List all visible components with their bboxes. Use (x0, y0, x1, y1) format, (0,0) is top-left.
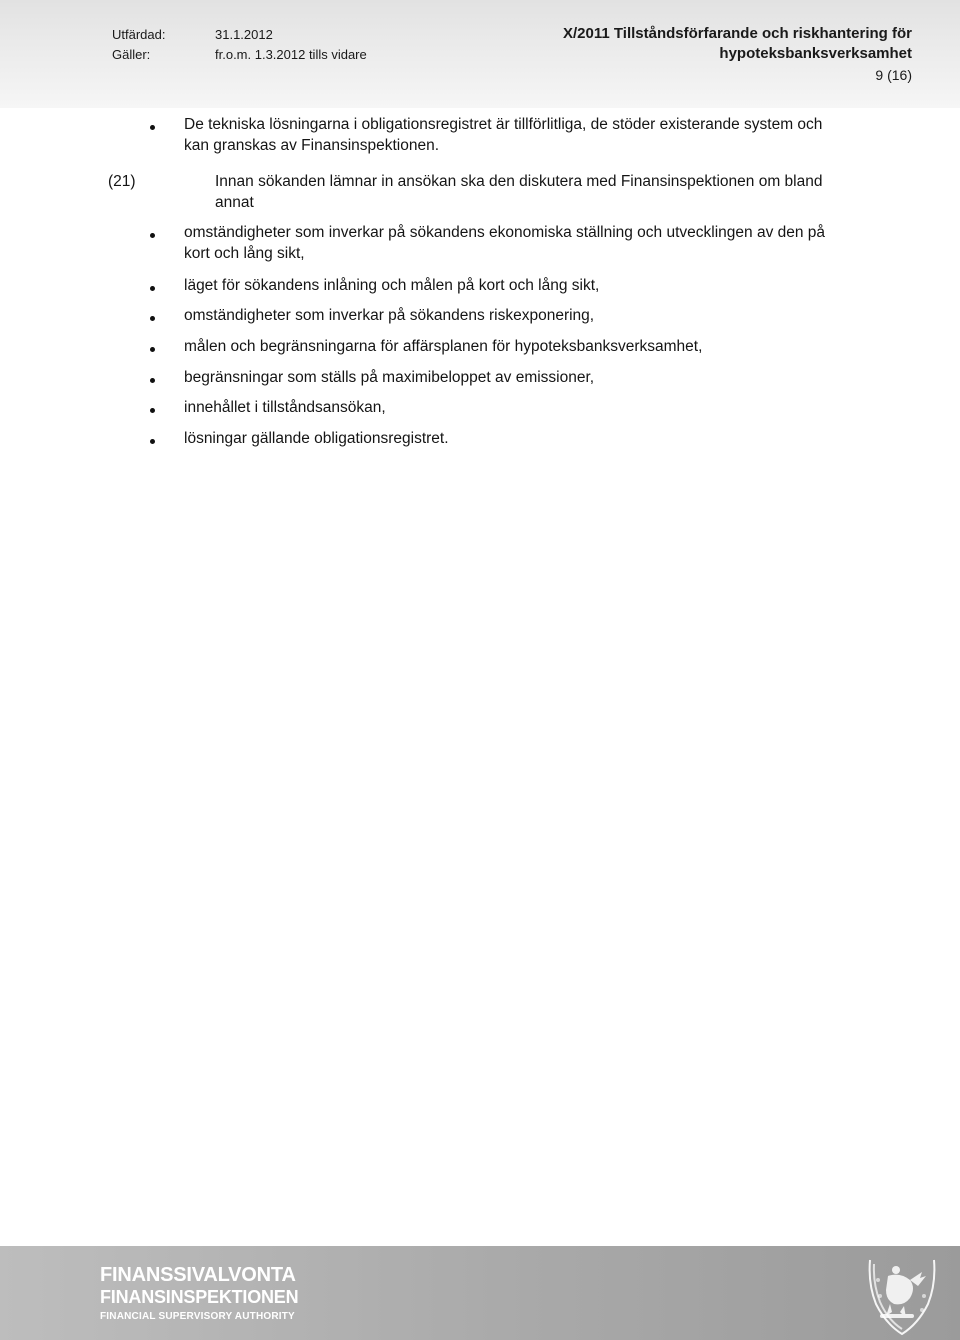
list-item-1-line2: kort och lång sikt, (184, 245, 305, 262)
coat-of-arms-icon (860, 1250, 944, 1338)
list-item-1-line1: omständigheter som inverkar på sökandens ekonomiska ställning och utvecklingen av den på (184, 224, 826, 241)
paragraph-number: (21) (108, 173, 136, 190)
bullet-icon (150, 286, 155, 291)
paragraph-text-line1: Innan sökanden lämnar in ansökan ska den diskutera med Finansinspektionen om bland (215, 173, 823, 190)
list-item-7: lösningar gällande obligationsregistret. (184, 430, 449, 447)
page-header (0, 0, 960, 108)
list-item-2: läget för sökandens inlåning och målen på kort och lång sikt, (184, 277, 600, 294)
page-number: 9 (16) (875, 67, 912, 83)
bullet-icon (150, 347, 155, 352)
logo-line-finnish: FINANSSIVALVONTA (100, 1264, 296, 1286)
list-item-4: målen och begränsningarna för affärsplanen för hypoteksbanksverksamhet, (184, 338, 703, 355)
intro-bullet-line2: kan granskas av Finansinspektionen. (184, 137, 440, 154)
intro-bullet-line1: De tekniska lösningarna i obligationsregistret är tillförlitliga, de stöder existerande system och (184, 116, 823, 133)
list-item-6: innehållet i tillståndsansökan, (184, 399, 386, 416)
bullet-icon (150, 408, 155, 413)
logo-line-english: FINANCIAL SUPERVISORY AUTHORITY (100, 1311, 295, 1322)
document-title-line1: X/2011 Tillståndsförfarande och riskhantering för (563, 25, 912, 42)
logo-line-swedish: FINANSINSPEKTIONEN (100, 1287, 299, 1307)
document-title-line2: hypoteksbanksverksamhet (719, 45, 912, 62)
valid-label: Gäller: (112, 47, 151, 62)
page-footer (0, 1246, 960, 1340)
list-item-3: omständigheter som inverkar på sökandens riskexponering, (184, 307, 595, 324)
valid-period: fr.o.m. 1.3.2012 tills vidare (215, 47, 367, 62)
issued-date: 31.1.2012 (215, 27, 273, 42)
bullet-icon (150, 125, 155, 130)
list-item-5: begränsningar som ställs på maximibeloppet av emissioner, (184, 369, 595, 386)
bullet-icon (150, 233, 155, 238)
bullet-icon (150, 316, 155, 321)
bullet-icon (150, 439, 155, 444)
paragraph-text-line2: annat (215, 194, 254, 211)
bullet-icon (150, 378, 155, 383)
issued-label: Utfärdad: (112, 27, 166, 42)
